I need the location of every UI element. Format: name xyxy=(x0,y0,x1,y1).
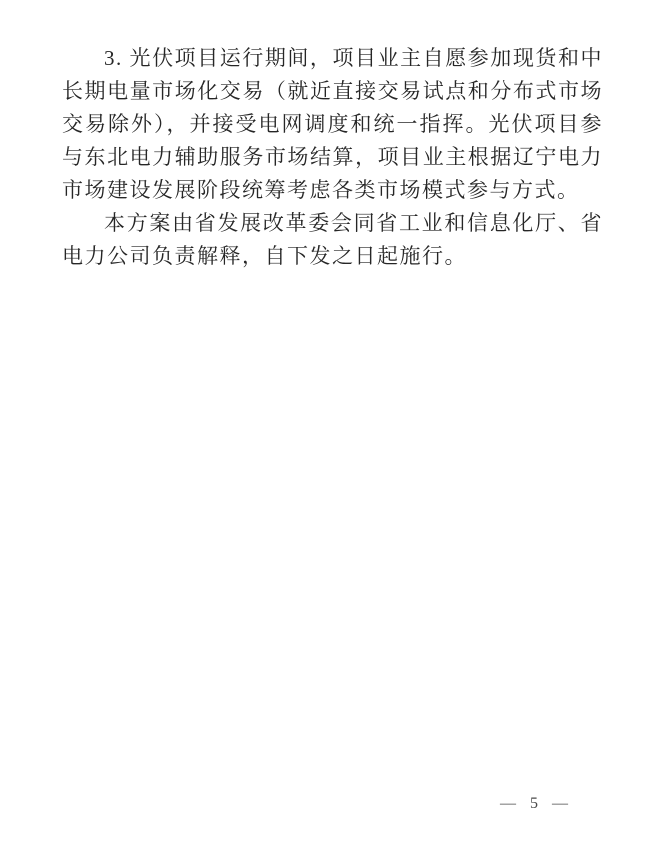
paragraph-2: 本方案由省发展改革委会同省工业和信息化厅、省电力公司负责解释，自下发之日起施行。 xyxy=(62,211,603,268)
page-number: — 5 — xyxy=(500,795,569,812)
paragraph-1: 3. 光伏项目运行期间，项目业主自愿参加现货和中长期电量市场化交易（就近直接交易试点和分布式市场交易除外），并接受电网调度和统一指挥。光伏项目参与东北电力辅助服务市场结算，项目业主根据辽宁电力市场建设发展阶段统筹考虑各类市场模式参与方式。 xyxy=(62,46,603,202)
document-body xyxy=(62,42,603,273)
